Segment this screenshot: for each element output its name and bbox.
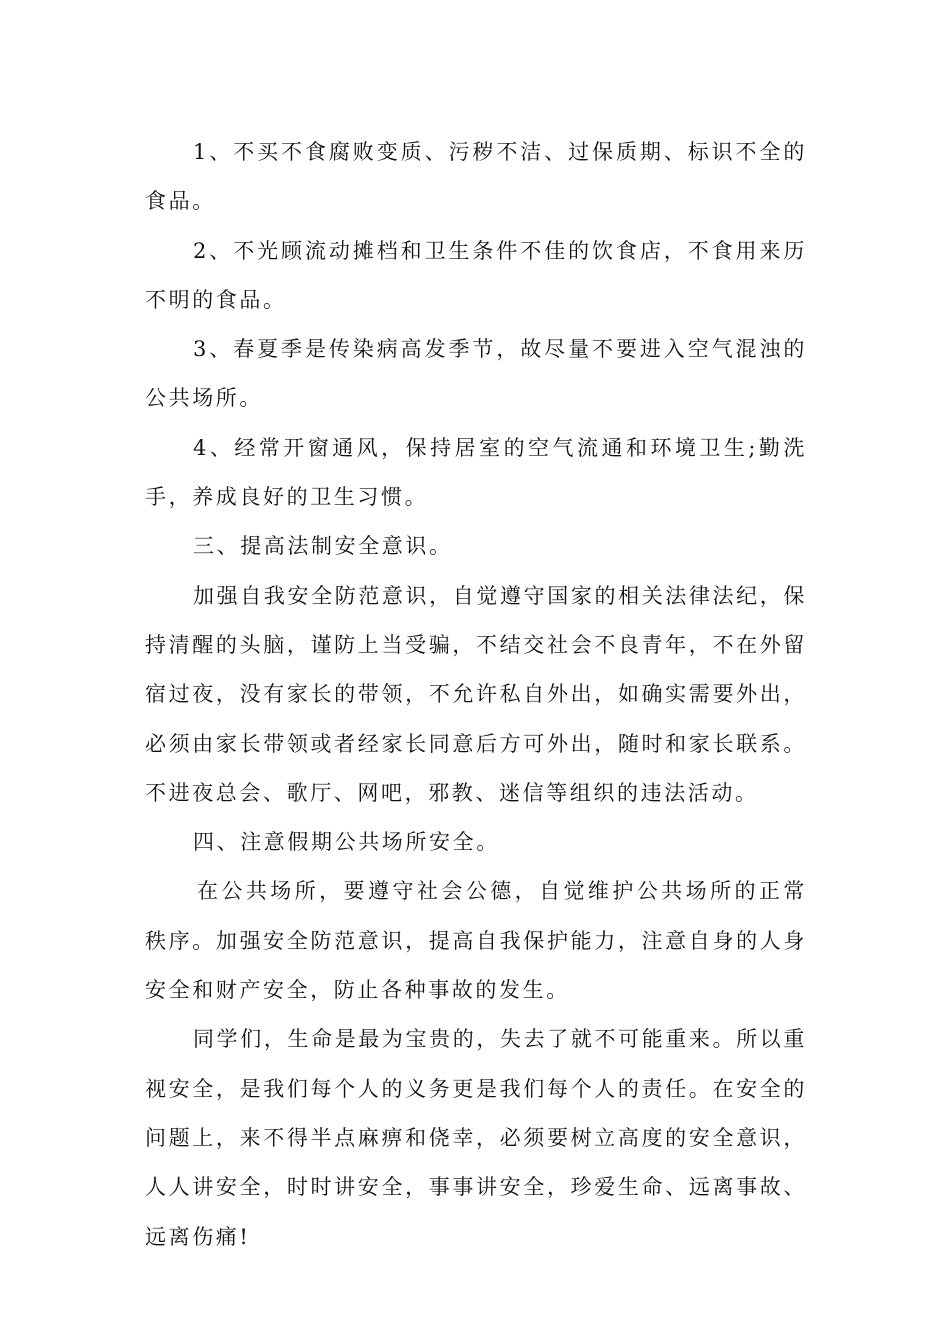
list-item-street-vendors: 2、不光顾流动摊档和卫生条件不佳的饮食店，不食用来历不明的食品。: [145, 238, 807, 312]
document-body: [145, 128, 807, 1262]
list-item-food-quality: 1、不买不食腐败变质、污秽不洁、过保质期、标识不全的食品。: [145, 140, 807, 214]
section-heading-legal-safety: 三、提高法制安全意识。: [193, 534, 453, 559]
paragraph-closing: 同学们，生命是最为宝贵的，失去了就不可能重来。所以重视安全，是我们每个人的义务更是我们每个人的责任。在安全的问题上，来不得半点麻痹和侥幸，必须要树立高度的安全意识，人人讲安全，时时讲安全，事事讲安全，珍爱生命、远离事故、远离伤痛!: [145, 1027, 807, 1249]
paragraph-legal-safety: 加强自我安全防范意识，自觉遵守国家的相关法律法纪，保持清醒的头脑，谨防上当受骗，不结交社会不良青年，不在外留宿过夜，没有家长的带领，不允许私自外出，如确实需要外出，必须由家长带领或者经家长同意后方可外出，随时和家长联系。不进夜总会、歌厅、网吧，邪教、迷信等组织的违法活动。: [145, 583, 807, 805]
list-item-public-places-air: 3、春夏季是传染病高发季节，故尽量不要进入空气混浊的公共场所。: [145, 337, 807, 411]
paragraph-public-place-safety: 在公共场所，要遵守社会公德，自觉维护公共场所的正常秩序。加强安全防范意识，提高自我保护能力，注意自身的人身安全和财产安全，防止各种事故的发生。: [145, 879, 807, 1003]
list-item-ventilation-hygiene: 4、经常开窗通风，保持居室的空气流通和环境卫生;勤洗手，养成良好的卫生习惯。: [145, 435, 807, 510]
section-heading-public-place-safety: 四、注意假期公共场所安全。: [193, 830, 500, 855]
